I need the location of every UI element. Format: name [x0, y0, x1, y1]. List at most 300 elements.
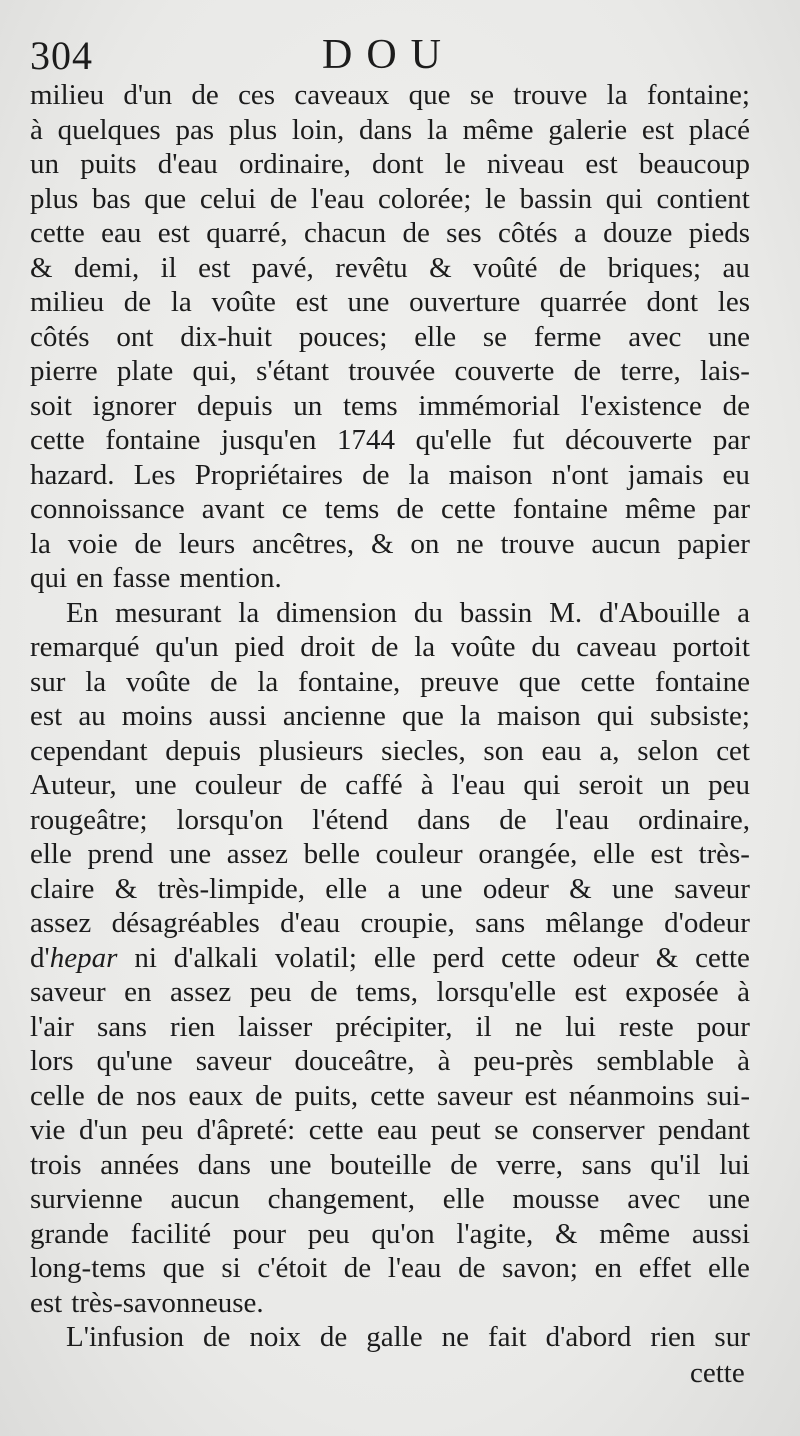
word: ont	[116, 320, 154, 353]
word: l'existence	[580, 389, 702, 422]
word: saveur	[195, 1045, 272, 1077]
word: que	[402, 700, 444, 732]
word: une	[347, 286, 390, 318]
word: mousse	[512, 1183, 600, 1215]
word: aussi	[208, 700, 267, 732]
word: sans	[96, 1010, 147, 1043]
word: colorée;	[378, 182, 472, 215]
word: de	[310, 976, 338, 1008]
word: est	[524, 1079, 557, 1112]
word: néanmoins	[568, 1079, 695, 1112]
word: assez	[226, 838, 288, 870]
word: galle	[366, 1321, 423, 1353]
word: ce	[281, 493, 308, 525]
word: lorsqu'elle	[436, 976, 557, 1008]
word: plus	[30, 182, 79, 215]
word: peu	[249, 976, 292, 1008]
word: tems	[342, 389, 398, 422]
word: elle	[30, 838, 72, 870]
word: assez	[30, 907, 92, 939]
word: tems,	[355, 976, 418, 1008]
text-line	[30, 803, 750, 838]
word: semblable	[596, 1045, 715, 1077]
word: pavé,	[251, 251, 314, 284]
word: de	[573, 355, 602, 387]
text-line	[30, 320, 750, 355]
word: effet	[638, 1252, 692, 1284]
word: quelques	[57, 113, 161, 146]
word: bassin	[519, 182, 593, 215]
word: lui	[565, 1010, 596, 1043]
word: revêtu	[335, 251, 408, 284]
word: années	[100, 1148, 180, 1181]
text-line	[30, 216, 750, 251]
text-line	[30, 389, 750, 424]
word: milieu	[30, 79, 105, 111]
word: en	[594, 1252, 622, 1284]
word: moins	[121, 700, 193, 732]
word: se	[469, 79, 494, 111]
word: selon	[637, 734, 699, 767]
word: à	[437, 1045, 451, 1077]
word: facilité	[130, 1217, 212, 1250]
word: beaucoup	[638, 148, 750, 180]
word: fontaine	[105, 424, 201, 456]
word: fontaine;	[646, 79, 750, 111]
word: caveaux	[294, 79, 390, 111]
word: de	[191, 79, 219, 111]
word: L'infusion	[66, 1321, 184, 1353]
page-number: 304	[30, 33, 93, 78]
word: ancêtres,	[251, 527, 355, 560]
word: chacun	[303, 217, 387, 249]
word: plus	[228, 113, 278, 146]
word: de	[343, 1252, 372, 1284]
word: &	[371, 527, 394, 560]
word: très-limpide,	[157, 872, 305, 905]
text-line	[30, 423, 750, 458]
word: fontaine,	[298, 665, 401, 698]
word: sur	[714, 1321, 750, 1353]
word: avec	[628, 320, 682, 353]
word: assez	[170, 976, 232, 1008]
word: qu'un	[155, 631, 219, 663]
word: cependant	[30, 734, 148, 767]
word: placé	[688, 113, 750, 146]
word: ne	[441, 1321, 469, 1353]
text-line	[30, 1148, 750, 1183]
word: leurs	[178, 527, 236, 560]
word: orangée,	[478, 838, 578, 870]
word: caveau	[576, 631, 657, 663]
word: jusqu'en	[220, 424, 317, 456]
word: ancienne	[282, 700, 386, 732]
word: son	[483, 734, 524, 767]
word: cette	[501, 941, 556, 974]
word: &	[655, 941, 679, 974]
word: ouverture	[409, 286, 521, 318]
word: trouve	[500, 527, 575, 560]
word: ferme	[533, 320, 602, 353]
word: sans	[581, 1148, 632, 1181]
word: d'alkali	[173, 941, 258, 974]
word: le	[485, 182, 506, 215]
word: elle	[708, 1252, 750, 1284]
word: la	[257, 665, 279, 698]
text-line	[30, 768, 750, 803]
text-line	[30, 1182, 750, 1217]
word: un	[661, 769, 690, 801]
word: trois	[30, 1148, 82, 1181]
word: puits,	[294, 1079, 359, 1112]
word: même	[599, 1217, 671, 1250]
word: vie	[30, 1114, 66, 1146]
text-line	[30, 182, 750, 217]
word: Les	[133, 458, 176, 491]
word: à	[737, 1045, 750, 1077]
word: verre,	[496, 1148, 564, 1181]
word: belle	[303, 838, 360, 870]
word: ne	[514, 1010, 543, 1043]
word: voie	[67, 527, 118, 560]
word: en	[76, 562, 104, 594]
word: maison	[448, 458, 533, 491]
word: la	[30, 527, 51, 560]
word: pied	[234, 631, 285, 663]
word: ni	[134, 941, 157, 974]
word: de	[202, 1321, 231, 1353]
word: dans	[359, 113, 413, 146]
word: siecles,	[381, 734, 466, 767]
word: pierre	[30, 355, 98, 387]
word: l'eau	[310, 182, 365, 215]
word: En	[66, 596, 99, 629]
word: avec	[627, 1183, 681, 1215]
word: papier	[677, 527, 750, 560]
word: de	[255, 1079, 283, 1112]
word: pendant	[658, 1114, 750, 1146]
word: la	[408, 458, 430, 491]
word: exposée	[625, 976, 719, 1008]
word: d'Abouille	[598, 596, 721, 629]
word: à	[420, 769, 434, 801]
text-line	[30, 941, 750, 976]
text-line	[30, 78, 750, 113]
word: qui	[596, 700, 634, 732]
word: elle	[373, 941, 416, 974]
word: la	[85, 665, 107, 698]
word: couverte	[454, 355, 555, 387]
word: ne	[456, 527, 484, 560]
word: mêlange	[545, 907, 644, 939]
word: loin,	[291, 113, 345, 146]
word: dimension	[276, 596, 397, 629]
body-text	[30, 78, 750, 1355]
word: c'étoit	[257, 1252, 328, 1284]
word: une	[169, 838, 212, 870]
word: Auteur,	[30, 769, 117, 801]
word: bouteille	[330, 1148, 432, 1181]
word: hazard.	[30, 458, 115, 491]
word: &	[429, 251, 452, 284]
word: nos	[136, 1079, 177, 1112]
word: subsiste;	[650, 700, 750, 732]
word: seroit	[578, 769, 643, 801]
word: prend	[87, 838, 154, 870]
word: depuis	[196, 389, 273, 422]
word: qu'on	[371, 1217, 435, 1250]
word: au	[722, 251, 750, 284]
word: la	[414, 631, 436, 663]
word: il	[475, 1010, 492, 1043]
text-line	[30, 872, 750, 907]
word: mesurant	[115, 596, 222, 629]
word: se	[482, 320, 508, 353]
word: aucun	[170, 1183, 240, 1215]
text-line	[30, 1044, 750, 1079]
word: M.	[549, 596, 583, 629]
word: reste	[618, 1010, 674, 1043]
word: grande	[30, 1217, 109, 1250]
word: la	[459, 700, 481, 732]
word: fait	[487, 1321, 527, 1353]
text-line	[30, 906, 750, 941]
paragraph	[30, 1320, 750, 1355]
word: cet	[716, 734, 750, 767]
word: de	[402, 217, 430, 249]
word: par	[712, 493, 750, 525]
word: que	[144, 182, 187, 215]
word: rien	[650, 1321, 696, 1353]
word: eau	[541, 734, 582, 767]
word: Propriétaires	[194, 458, 343, 491]
word: que	[408, 79, 451, 111]
word: découverte	[565, 424, 693, 456]
word: la	[606, 79, 628, 111]
word: peu	[307, 1217, 350, 1250]
paragraph	[30, 596, 750, 1321]
word: de	[319, 1321, 348, 1353]
word: connoissance	[30, 493, 185, 525]
word: qui	[523, 769, 561, 801]
word: une	[134, 769, 177, 801]
word: bassin	[459, 596, 533, 629]
word: de	[96, 1079, 125, 1112]
word: que	[518, 665, 561, 698]
word: de	[722, 389, 750, 422]
word: est	[295, 286, 328, 318]
word: rien	[169, 1010, 216, 1043]
word: est	[198, 251, 231, 284]
word: a	[573, 217, 587, 249]
word: dont	[372, 148, 424, 180]
word: ignorer	[92, 389, 177, 422]
word: un	[293, 389, 323, 422]
catchword: cette	[690, 1357, 745, 1389]
word: il	[160, 251, 177, 284]
word: fasse	[112, 562, 171, 594]
word: ses	[446, 217, 482, 249]
word: croupie,	[360, 907, 455, 939]
word: pieds	[688, 217, 750, 249]
text-line	[30, 561, 750, 596]
word: pour	[232, 1217, 287, 1250]
word: voûte	[211, 286, 276, 318]
word: de	[458, 1252, 486, 1284]
word: de	[362, 458, 390, 491]
word: eu	[722, 458, 750, 491]
word: peut	[430, 1114, 481, 1146]
word: caffé	[345, 769, 403, 801]
word: dont	[646, 286, 699, 318]
word: avant	[201, 493, 265, 525]
word: celle	[30, 1079, 85, 1112]
text-line	[30, 251, 750, 286]
word: lais-	[699, 355, 750, 387]
word: de	[396, 493, 424, 525]
word: cette	[440, 493, 496, 525]
word: fontaine	[654, 665, 750, 698]
word: à	[30, 113, 43, 146]
word: galerie	[548, 113, 628, 146]
text-line	[30, 458, 750, 493]
text-line	[30, 1217, 750, 1252]
word: demi,	[73, 251, 140, 284]
word: elle	[442, 1183, 485, 1215]
word: côtés	[497, 217, 558, 249]
word: d'abord	[545, 1321, 632, 1353]
word: quarrée	[539, 286, 627, 318]
word: noix	[249, 1321, 301, 1353]
word: d'eau	[280, 907, 341, 939]
word: est	[641, 113, 675, 146]
word: une	[269, 1148, 312, 1181]
word: qui	[605, 182, 643, 215]
word: plate	[116, 355, 174, 387]
word: cette	[695, 941, 750, 974]
word: immémorial	[418, 389, 561, 422]
word: laisser	[238, 1010, 313, 1043]
text-line	[30, 665, 750, 700]
running-head: DOU	[322, 32, 455, 78]
word: d'odeur	[664, 907, 750, 939]
text-line	[30, 492, 750, 527]
word: de	[450, 1148, 478, 1181]
word: qu'une	[96, 1045, 173, 1077]
word: trouvée	[348, 355, 436, 387]
word: est	[585, 148, 618, 180]
word: en	[124, 976, 152, 1008]
word: pouces;	[298, 320, 388, 353]
word: peu	[141, 1114, 184, 1146]
word: n'ont	[551, 458, 609, 491]
word: cette	[370, 1079, 425, 1112]
word: la	[170, 286, 192, 318]
word: couleur	[194, 769, 282, 801]
word: très-savonneuse.	[71, 1286, 264, 1319]
word: dans	[197, 1148, 251, 1181]
text-line	[30, 975, 750, 1010]
word: peu	[708, 769, 750, 801]
word: &	[569, 872, 592, 905]
word: même	[624, 493, 696, 525]
word: un	[30, 148, 59, 180]
text-line	[30, 354, 750, 389]
word: eau	[101, 217, 142, 249]
word: dix-huit	[180, 320, 273, 353]
word: à	[737, 976, 750, 1008]
word: douze	[603, 217, 673, 249]
word: cette	[308, 1114, 364, 1146]
word: du	[413, 596, 443, 629]
word: remarqué	[30, 631, 140, 663]
text-line	[30, 1113, 750, 1148]
word: maison	[497, 700, 581, 732]
word: de	[123, 286, 152, 318]
word: dans	[417, 803, 471, 836]
word: celui	[199, 182, 257, 215]
word: elle	[593, 838, 635, 870]
word: très-	[698, 838, 750, 870]
word: briques;	[607, 251, 702, 284]
word: aussi	[691, 1217, 750, 1250]
word: cette	[580, 665, 636, 698]
word: lorsqu'on	[176, 803, 284, 836]
word: a,	[599, 734, 620, 767]
word: l'eau	[387, 1252, 442, 1284]
word: long-tems	[30, 1252, 146, 1284]
word: de	[499, 803, 527, 836]
text-line	[30, 1079, 750, 1114]
word: l'eau	[451, 769, 506, 801]
word: ces	[238, 79, 276, 111]
word: de	[210, 665, 238, 698]
text-line	[30, 699, 750, 734]
word: s'étant	[256, 355, 330, 387]
word: a	[737, 596, 750, 629]
word: lors	[30, 1045, 74, 1077]
text-line	[30, 1320, 750, 1355]
word: cette	[30, 217, 85, 249]
word: perd	[432, 941, 485, 974]
word: désagréables	[111, 907, 260, 939]
word: de	[134, 527, 162, 560]
word: voûte	[451, 631, 516, 663]
word: douceâtre,	[294, 1045, 415, 1077]
word: est	[574, 976, 607, 1008]
word: terre,	[620, 355, 681, 387]
word: on	[410, 527, 440, 560]
word: quarré,	[206, 217, 288, 249]
word: est	[30, 700, 63, 732]
word: est	[650, 838, 683, 870]
paragraph	[30, 78, 750, 596]
word: l'étend	[312, 803, 389, 836]
word: au	[78, 700, 106, 732]
word: qui	[30, 562, 68, 594]
word: saveur	[674, 872, 750, 905]
word: le	[444, 148, 466, 180]
word: les	[717, 286, 750, 318]
word: odeur	[482, 872, 549, 905]
text-line	[30, 1286, 750, 1321]
word: saveur	[30, 976, 106, 1008]
italic-term: hepar	[49, 941, 118, 974]
word: odeur	[572, 941, 639, 974]
word: si	[221, 1252, 241, 1284]
word: fontaine	[512, 493, 608, 525]
word: milieu	[30, 286, 105, 318]
